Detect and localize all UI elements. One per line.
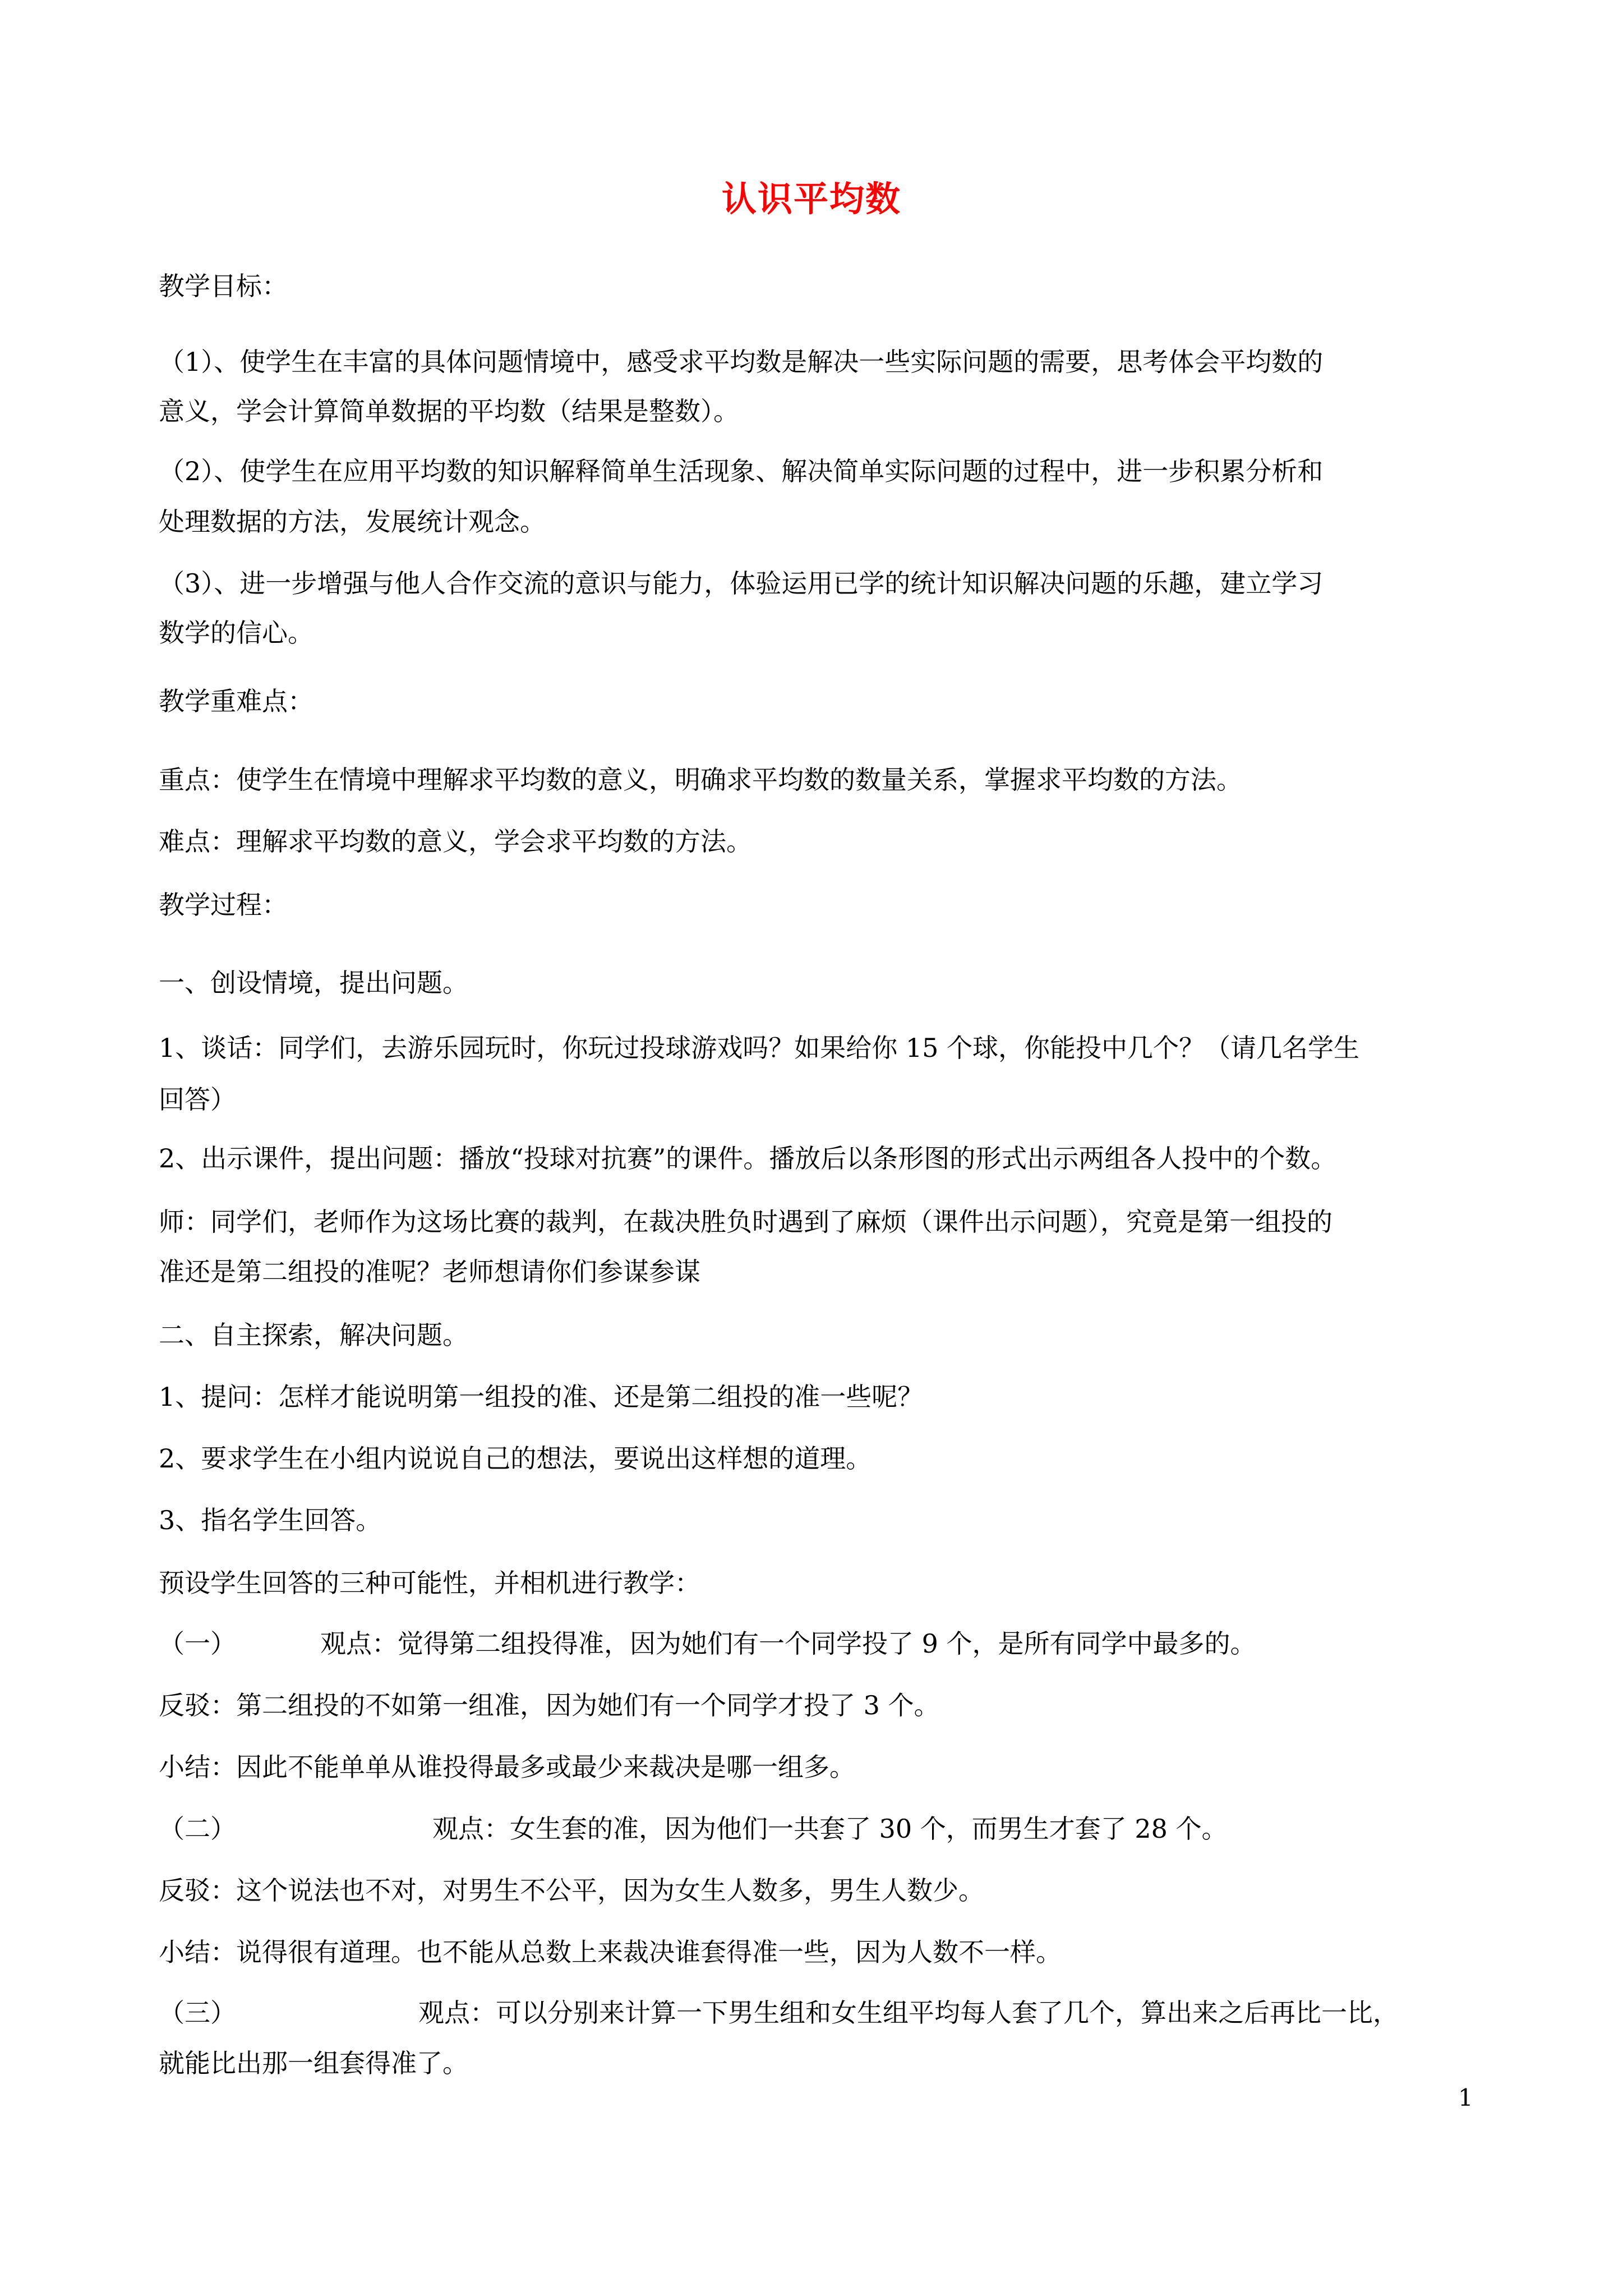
viewpoint-text: 观点：女生套的准，因为他们一共套了 30 个，而男生才套了 28 个。 <box>432 1814 1228 1844</box>
paragraph-line: 预设学生回答的三种可能性，并相机进行教学： <box>159 1568 700 1598</box>
page-number: 1 <box>1458 2084 1473 2111</box>
paragraph-line: 重点：使学生在情境中理解求平均数的意义，明确求平均数的数量关系，掌握求平均数的方法。 <box>159 765 1242 795</box>
viewpoint-line <box>159 1996 1482 2030</box>
paragraph-line: 难点：理解求平均数的意义，学会求平均数的方法。 <box>159 826 752 857</box>
section-heading-key-points: 教学重难点： <box>159 686 313 716</box>
viewpoint-label: （二） <box>159 1814 236 1844</box>
paragraph-line: 准还是第二组投的准呢？老师想请你们参谋参谋 <box>159 1257 700 1287</box>
paragraph-line: 师：同学们，老师作为这场比赛的裁判，在裁决胜负时遇到了麻烦（课件出示问题），究竟是第一组投的 <box>159 1207 1332 1237</box>
paragraph-line: 小结：说得很有道理。也不能从总数上来裁决谁套得准一些，因为人数不一样。 <box>159 1937 1062 1967</box>
paragraph-line: 3、指名学生回答。 <box>159 1505 382 1535</box>
section-heading-process: 教学过程： <box>159 890 288 920</box>
paragraph-line: （3）、进一步增强与他人合作交流的意识与能力，体验运用已学的统计知识解决问题的乐趣，建立学习 <box>159 568 1324 599</box>
paragraph-line: 反驳：第二组投的不如第一组准，因为她们有一个同学才投了 3 个。 <box>159 1690 940 1720</box>
viewpoint-text: 观点：觉得第二组投得准，因为她们有一个同学投了 9 个，是所有同学中最多的。 <box>320 1628 1256 1659</box>
paragraph-line: 反驳：这个说法也不对，对男生不公平，因为女生人数多，男生人数少。 <box>159 1875 984 1906</box>
paragraph-line: 处理数据的方法，发展统计观念。 <box>159 507 546 537</box>
paragraph-line: 1、谈话：同学们，去游乐园玩时，你玩过投球游戏吗？如果给你 15 个球，你能投中几个？（请几名学生 <box>159 1033 1360 1063</box>
viewpoint-text: 观点：可以分别来计算一下男生组和女生组平均每人套了几个，算出来之后再比一比， <box>418 1998 1399 2028</box>
paragraph-line: 2、出示课件，提出问题：播放“投球对抗赛”的课件。播放后以条形图的形式出示两组各人投中的个数。 <box>159 1143 1337 1174</box>
paragraph-line: 回答） <box>159 1084 236 1115</box>
document-title: 认识平均数 <box>721 178 901 219</box>
paragraph-line: 二、自主探索，解决问题。 <box>159 1320 468 1350</box>
paragraph-line: 数学的信心。 <box>159 618 313 648</box>
paragraph-line: 2、要求学生在小组内说说自己的想法，要说出这样想的道理。 <box>159 1443 872 1474</box>
section-heading-objectives: 教学目标： <box>159 271 288 301</box>
paragraph-line: 小结：因此不能单单从谁投得最多或最少来裁决是哪一组多。 <box>159 1752 855 1782</box>
paragraph-line: 意义，学会计算简单数据的平均数（结果是整数）。 <box>159 396 739 426</box>
viewpoint-line <box>159 1627 1482 1660</box>
paragraph-line: 就能比出那一组套得准了。 <box>159 2048 468 2078</box>
viewpoint-label: （一） <box>159 1628 236 1659</box>
paragraph-line: 1、提问：怎样才能说明第一组投的准、还是第二组投的准一些呢？ <box>159 1382 924 1412</box>
paragraph-line: （2）、使学生在应用平均数的知识解释简单生活现象、解决简单实际问题的过程中，进一步积累分析和 <box>159 456 1324 486</box>
paragraph-line: 一、创设情境，提出问题。 <box>159 968 468 998</box>
viewpoint-line <box>159 1812 1482 1846</box>
viewpoint-label: （三） <box>159 1998 236 2028</box>
paragraph-line: （1）、使学生在丰富的具体问题情境中，感受求平均数是解决一些实际问题的需要，思考体会平均数的 <box>159 347 1324 377</box>
